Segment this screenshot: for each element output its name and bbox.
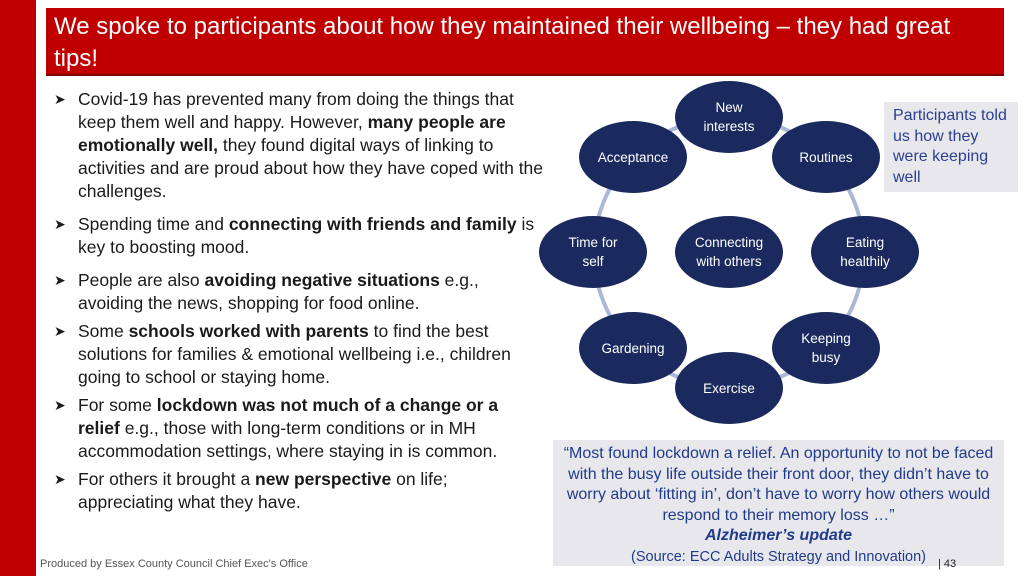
arrow-bullet-icon: ➤ [54,272,66,288]
diagram-node-eating-healthily [811,216,919,288]
quote-source: (Source: ECC Adults Strategy and Innovation) [631,548,926,565]
bullet-text: For others it brought a [78,469,256,489]
page-number: | 43 [938,558,957,570]
arrow-bullet-icon: ➤ [54,323,66,339]
quote-text: “Most found lockdown a relief. An opportunity to not be faced with the busy life outside their front door, they didn’t have to worry about ‘fitting in’, don’t have to worry how others would respond to their memory loss …” [563,445,994,524]
diagram-node-routines [772,121,880,193]
node-label-line1: Gardening [601,340,665,356]
node-label-line1: Eating [845,235,885,250]
diagram-node-new-interests [675,81,783,153]
bullet-text: Covid-19 has prevented many from doing the things that keep them well and happy. However, [78,89,514,132]
node-label-line1: Time for [568,235,618,250]
bullet-emphasis: schools worked with parents [128,321,369,341]
bullet-text: to find the best solutions for families & emotional wellbeing i.e., children going to school or staying home. [78,321,511,387]
bullet-text: For some [78,395,157,415]
bullet-text: is key to boosting mood. [78,214,535,257]
node-label-line1: Exercise [703,380,755,396]
node-label-line2: healthily [840,254,890,269]
page-title: We spoke to participants about how they maintained their wellbeing – they had great tips! [54,13,951,72]
diagram-node-time-for-self [539,216,647,288]
quote-attribution: Alzheimer’s update [704,527,852,544]
node-label-line2: with others [696,254,762,269]
diagram-node-keeping-busy [772,312,880,384]
arrow-bullet-icon: ➤ [54,216,66,232]
bullet-emphasis: avoiding negative situations [204,270,440,290]
bullet-text: e.g., avoiding the news, shopping for food online. [78,270,479,313]
bullet-emphasis: new perspective [255,469,392,489]
bullet-emphasis: many people are emotionally well, [78,112,506,155]
node-label-line1: Acceptance [597,149,669,165]
diagram-node-gardening [579,312,687,384]
footer-credit: Produced by Essex County Council Chief Exec's Office [40,558,308,570]
diagram-center-node [675,216,783,288]
arrow-bullet-icon: ➤ [54,397,66,413]
diagram-node-acceptance [579,121,687,193]
quote-box [553,440,1004,566]
node-label-line2: busy [811,350,841,365]
node-label-line2: interests [703,119,755,134]
bullet-text: Some [78,321,129,341]
bullet-emphasis: connecting with friends and family [228,214,517,234]
node-label-line2: self [582,254,604,269]
bullet-text: on life; appreciating what they have. [78,469,448,512]
node-label-line1: Routines [799,149,853,165]
bullet-text: e.g., those with long-term conditions or in MH accommodation settings, where staying in is common. [78,418,498,461]
bullet-text: they found digital ways of linking to activities and are proud about how they have coped with the challenges. [78,135,544,201]
bullet-text: Spending time and [78,214,229,234]
arrow-bullet-icon: ➤ [54,91,66,107]
node-label-line1: Connecting [694,235,764,250]
bullet-emphasis: lockdown was not much of a change or a relief [78,395,499,438]
arrow-bullet-icon: ➤ [54,471,66,487]
bullet-text: People are also [78,270,205,290]
diagram-node-exercise [675,352,783,424]
node-label-line1: New [715,100,743,115]
node-label-line1: Keeping [801,331,851,346]
participants-note: Participants told us how they were keeping well [884,102,1018,192]
